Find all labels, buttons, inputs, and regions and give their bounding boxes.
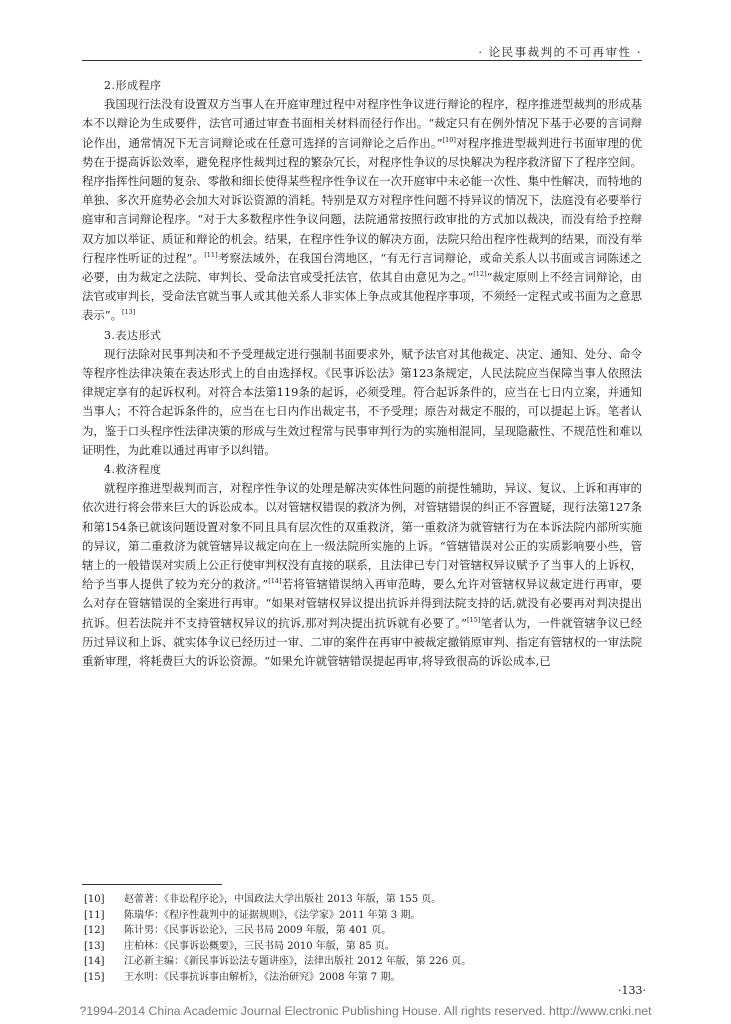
page-number: ·133· — [618, 984, 646, 997]
header-rule — [82, 60, 642, 61]
footnote-text: 陈瑞华：《程序性裁判中的证据规则》，《法学家》2011 年第 3 期。 — [124, 909, 421, 921]
footnote-list — [84, 892, 644, 986]
footnote-text: 赵蕾著：《非讼程序论》，中国政法大学出版社 2013 年版，第 155 页。 — [124, 894, 442, 905]
article-body — [82, 76, 642, 671]
footnote-number: [10] — [84, 894, 105, 905]
section-heading: 3.表达形式 — [104, 328, 162, 342]
section-heading: 4.救济程度 — [104, 463, 162, 477]
footnote-number: [15] — [84, 971, 105, 983]
citation-marker: [10] — [442, 135, 456, 144]
text-run: 对程序推进型裁判进行书面审理的优势在于提高诉讼效率，避免程序性裁判过程的繁杂冗长，对程序性争议的尽快解决为程序救济留下了程序空间。程序指挥性问题的复杂、零散和细长使得某些程序性争议在一次开庭审中未必能一次性、集中性解决，而特地的单独、多次开庭势必会加大对诉讼资源的消耗。特别是双方对程序性问题不持异议的情况下，法庭没有必要举行庭审和言词辩论程序。“对于大多数程序性争议问题，法院通常按照行政审批的方式加以裁决，而没有给予控辩双方加以举证、质证和辩论的机会。结果，在程序性争议的解决方面，法院只给出程序性裁判的结果，而没有举行程序性听证的过程”。 — [82, 135, 642, 265]
footnote-item — [84, 970, 644, 986]
citation-marker: [13] — [122, 308, 136, 317]
footnote-number: [12] — [84, 925, 105, 937]
footnote-item — [84, 908, 644, 924]
citation-marker: [12] — [473, 270, 487, 279]
footnote-rule — [82, 884, 222, 885]
footnote-text: 王水明：《民事抗诉事由解析》，《法治研究》2008 年第 7 期。 — [124, 971, 401, 983]
text-run: 现行法除对民事判决和不予受理裁定进行强制书面要求外，赋予法官对其他裁定、决定、通知、处分、命令等程序性法律决策在表达形式上的自由选择权。《民事诉讼法》第123条规定，人民法院应当保障当事人依照法律规定享有的起诉权利。对符合本法第119条的起诉，必须受理。符合起诉条件的，应当在七日内立案，并通知当事人；不符合起诉条件的，应当在七日内作出裁定书，不予受理；原告对裁定不服的，可以提起上诉。笔者认为，鉴于口头程序性法律决策的形成与生效过程常与民事审判行为的实施相混同，呈现隐蔽性、不规范性和难以证明性，为此难以通过再审予以纠错。 — [82, 346, 642, 457]
footnote-item — [84, 892, 644, 908]
footnote-number: [13] — [84, 940, 105, 952]
footnote-text: 庄柏林：《民事诉讼概要》，三民书局 2010 年版，第 85 页。 — [124, 940, 395, 952]
footnote-number: [14] — [84, 956, 105, 968]
citation-marker: [11] — [204, 250, 218, 259]
footnote-number: [11] — [84, 909, 105, 921]
text-run: 笔者认为，一件就管辖争议已经历过异议和上诉、就实体争议已经历过一审、二审的案件在再审中被裁定撤销原审判、指定有管辖权的一审法院重新审理，将耗费巨大的诉讼资源。“如果允许就管辖错误提起再审,将导致很高的诉讼成本,已 — [82, 615, 642, 669]
footnote-item — [84, 954, 644, 970]
running-title: · 论民事裁判的不可再审性 · — [478, 45, 642, 59]
footnote-text: 陈计男：《民事诉讼论》，三民书局 2009 年版，第 401 页。 — [124, 925, 392, 937]
text-run: 就程序推进型裁判而言，对程序性争议的处理是解决实体性问题的前提性辅助，异议、复议、上诉和再审的依次进行将会带来巨大的诉讼成本。以对管辖权错误的救济为例，对管辖错误的纠正不容置疑，现行法第127条和第154条已就该问题设置对象不同且具有层次性的双重救济，第一重救济为就管辖行为在本诉法院内部所实施的异议，第二重救济为就管辖异议裁定向在上一级法院所实施的上诉。“管辖错误对公正的实质影响要小些，管辖上的一般错误对实质上公正行使审判权没有直接的联系，且法律已专门对管辖权异议赋予了当事人的上诉权，给予当事人提供了较为充分的救济。” — [82, 481, 642, 592]
text-run: 若将管辖错误纳入再审范畴，要么允许对管辖权异议裁定进行再审，要么对存在管辖错误的全案进行再审。“如果对管辖权异议提出抗诉并得到法院支持的话,就没有必要再对判决提出抗诉。但若法院并不支持管辖权异议的抗诉,那对判决提出抗诉就有必要了。” — [82, 577, 643, 630]
paragraph — [82, 345, 642, 460]
footnote-item — [84, 939, 644, 955]
footnote-item — [84, 923, 644, 939]
citation-marker: [15] — [466, 615, 481, 624]
text-run: “裁定原则上不经言词辩论，由法官或审判长，受命法官就当事人或其他关系人非实体上争点或其他程序事项，不须经一定程式或书面为之意思表示”。 — [82, 270, 642, 323]
paragraph — [82, 479, 642, 671]
text-run: 我国现行法没有设置双方当事人在开庭审理过程中对程序性争议进行辩论的程序，程序推进型裁判的形成基本不以辩论为生成要件，法官可通过审查书面相关材料而径行作出。“裁定只有在例外情况下基于必要的言词辩论作出，通常情况下无言词辩论或在任意可选择的言词辩论之后作出。” — [82, 97, 642, 150]
copyright-footer: ?1994-2014 China Academic Journal Electronic Publishing House. All rights reserved. http://www.cnki.net — [79, 1004, 652, 1018]
footnote-text: 江必新主编：《新民事诉讼法专题讲座》，法律出版社 2012 年版，第 226 页。 — [124, 956, 472, 968]
section-heading: 2.形成程序 — [104, 79, 162, 92]
citation-marker: [14] — [268, 577, 282, 586]
text-run: 考察法域外，在我国台湾地区，“有无行言词辩论，或命关系人以书面或言词陈述之必要，由为裁定之法院、审判长、受命法官或受托法官，依其自由意见为之。” — [82, 250, 643, 285]
paragraph — [82, 95, 642, 325]
